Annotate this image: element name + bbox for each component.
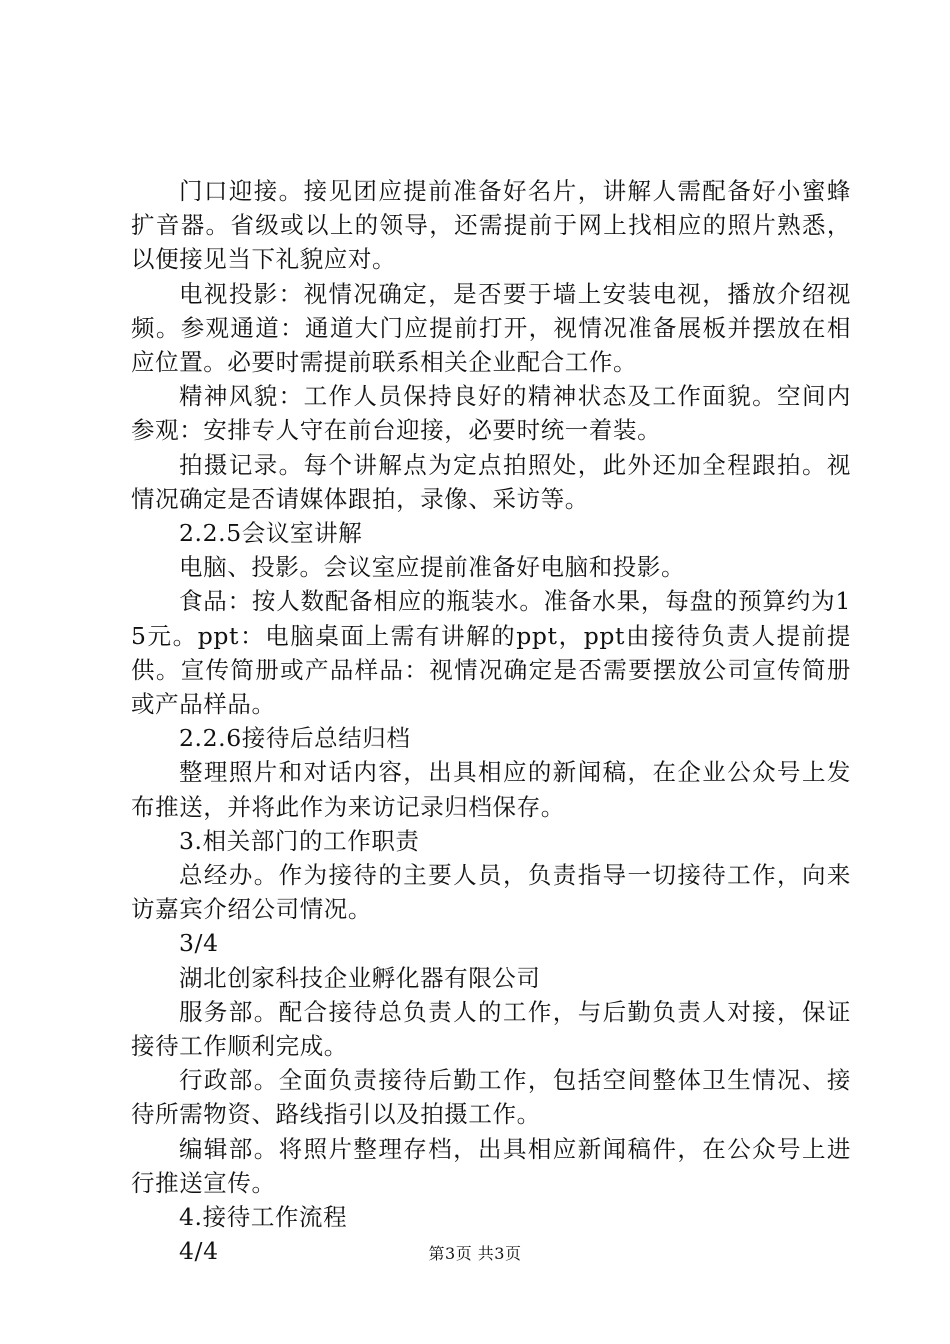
paragraph-archive: 整理照片和对话内容，出具相应的新闻稿，在企业公众号上发布推送，并将此作为来访记录归档保存。 (131, 758, 851, 821)
paragraph-general-office: 总经办。作为接待的主要人员，负责指导一切接待工作，向来访嘉宾介绍公司情况。 (131, 861, 851, 924)
section-heading-3: 3.相关部门的工作职责 (179, 826, 420, 855)
paragraph-computer-projection: 电脑、投影。会议室应提前准备好电脑和投影。 (179, 553, 686, 582)
paragraph-reception-at-door: 门口迎接。接见团应提前准备好名片，讲解人需配备好小蜜蜂扩音器。省级或以上的领导，还需提前于网上找相应的照片熟悉，以便接见当下礼貌应对。 (131, 177, 851, 274)
paragraph-tv-projection: 电视投影：视情况确定，是否要于墙上安装电视，播放介绍视频。参观通道：通道大门应提前打开，视情况准备展板并摆放在相应位置。必要时需提前联系相关企业配合工作。 (131, 279, 851, 377)
paragraph-spirit-appearance: 精神风貌：工作人员保持良好的精神状态及工作面貌。空间内参观：安排专人守在前台迎接，必要时统一着装。 (131, 382, 851, 445)
paragraph-admin-dept: 行政部。全面负责接待后勤工作，包括空间整体卫生情况、接待所需物资、路线指引以及拍摄工作。 (131, 1066, 851, 1129)
page-marker-3-4: 3/4 (179, 929, 219, 958)
page-marker-4-4: 4/4 (179, 1237, 219, 1266)
section-heading-2-2-5: 2.2.5会议室讲解 (179, 519, 363, 548)
section-heading-4: 4.接待工作流程 (179, 1203, 348, 1232)
page-footer: 第3页 共3页 (428, 1244, 522, 1263)
paragraph-service-dept: 服务部。配合接待总负责人的工作，与后勤负责人对接，保证接待工作顺利完成。 (131, 997, 851, 1061)
paragraph-food-ppt: 食品：按人数配备相应的瓶装水。准备水果，每盘的预算约为15元。ppt：电脑桌面上需有讲解的ppt，ppt由接待负责人提前提供。宣传简册或产品样品：视情况确定是否需要摆放公司宣传简册或产品样品。 (131, 587, 851, 719)
company-name: 湖北创家科技企业孵化器有限公司 (179, 963, 541, 992)
paragraph-editorial-dept: 编辑部。将照片整理存档，出具相应新闻稿件，在公众号上进行推送宣传。 (131, 1134, 851, 1197)
section-heading-2-2-6: 2.2.6接待后总结归档 (179, 724, 411, 753)
paragraph-photo-record: 拍摄记录。每个讲解点为定点拍照处，此外还加全程跟拍。视情况确定是否请媒体跟拍，录像、采访等。 (131, 450, 851, 513)
document-body (131, 174, 851, 1269)
